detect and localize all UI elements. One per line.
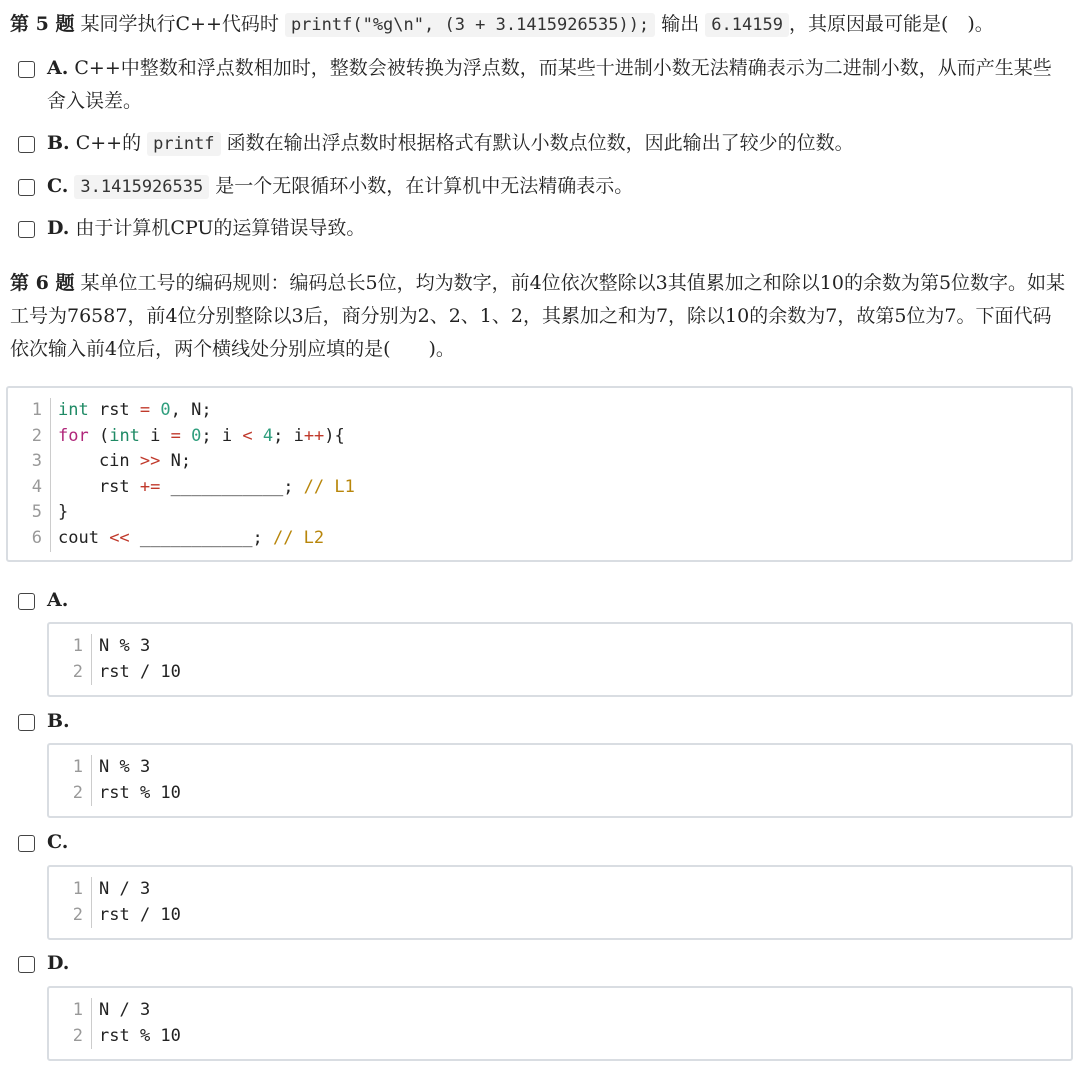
code-comment: // L1 xyxy=(303,476,355,497)
code-token: 4 xyxy=(262,425,274,446)
q6-option-c[interactable] xyxy=(18,826,1068,859)
q5-option-d[interactable] xyxy=(18,212,1068,245)
option-checkbox[interactable] xyxy=(18,221,35,238)
code-token: 0 xyxy=(191,425,202,446)
option-text: C++中整数和浮点数相加时，整数会被转换为浮点数，而某些十进制小数无法精确表示为二进制小数，从而产生某些舍入误差。 xyxy=(47,57,1052,112)
option-checkbox[interactable] xyxy=(18,136,35,153)
line-number: 1 xyxy=(49,998,92,1024)
code-token: N; xyxy=(160,451,192,472)
code-text: rst % 10 xyxy=(99,782,181,803)
code-token: for xyxy=(58,425,89,446)
code-line xyxy=(49,1024,1071,1050)
code-token: , N; xyxy=(170,400,212,420)
line-number: 3 xyxy=(8,449,51,475)
code-token xyxy=(181,426,191,446)
option-c-code-block xyxy=(47,865,1073,940)
code-line xyxy=(8,526,1071,552)
code-token: ++ xyxy=(303,425,325,446)
option-checkbox[interactable] xyxy=(18,835,35,852)
code-token: } xyxy=(58,502,69,523)
code-text: N / 3 xyxy=(99,1000,151,1020)
line-number: 1 xyxy=(49,877,92,903)
code-token: i xyxy=(139,425,171,446)
code-block xyxy=(6,386,1073,562)
code-text: N % 3 xyxy=(99,636,151,656)
line-number: 2 xyxy=(49,1024,92,1050)
option-a-code-block xyxy=(47,622,1073,697)
question-6-stem xyxy=(10,267,1070,366)
question-number: 第 5 题 xyxy=(10,13,75,35)
code-token: ( xyxy=(88,425,110,446)
line-number: 1 xyxy=(49,755,92,781)
line-number: 2 xyxy=(49,781,92,807)
code-text: rst % 10 xyxy=(99,1025,181,1046)
code-line xyxy=(49,903,1071,929)
option-letter: C. xyxy=(47,175,69,197)
line-number: 4 xyxy=(8,475,51,501)
q5-option-b[interactable] xyxy=(18,127,1068,161)
line-number: 2 xyxy=(49,903,92,929)
code-token: << xyxy=(109,527,130,548)
option-checkbox[interactable] xyxy=(18,61,35,78)
option-letter: D. xyxy=(47,952,70,974)
code-text: rst / 10 xyxy=(99,904,181,925)
code-line xyxy=(8,424,1071,450)
option-d-code-block xyxy=(47,986,1073,1061)
q5-option-a[interactable] xyxy=(18,52,1068,118)
code-token: int xyxy=(58,400,89,420)
option-checkbox[interactable] xyxy=(18,714,35,731)
code-token: = xyxy=(170,425,181,446)
option-text: 由于计算机CPU的运算错误导致。 xyxy=(75,217,366,239)
question-5-stem xyxy=(10,8,1070,42)
code-line xyxy=(8,449,1071,475)
line-number: 1 xyxy=(49,634,92,660)
option-letter: B. xyxy=(47,132,70,154)
question-number: 第 6 题 xyxy=(10,272,75,294)
code-token: int xyxy=(109,425,140,446)
code-line xyxy=(49,877,1071,903)
code-token: 0 xyxy=(160,400,171,420)
option-letter: C. xyxy=(47,831,69,853)
inline-code: printf("%g\n", (3 + 3.1415926535)); xyxy=(285,13,655,37)
q5-option-c[interactable] xyxy=(18,170,1068,204)
code-text: N / 3 xyxy=(99,879,151,899)
code-token: rst xyxy=(88,400,140,420)
code-line xyxy=(49,998,1071,1024)
code-token: ___________; xyxy=(160,476,304,497)
q6-option-b[interactable] xyxy=(18,705,1068,738)
line-number: 5 xyxy=(8,500,51,526)
code-text: rst / 10 xyxy=(99,661,181,682)
q6-option-d[interactable] xyxy=(18,947,1068,980)
code-line xyxy=(49,634,1071,660)
code-line xyxy=(8,475,1071,501)
code-token: += xyxy=(139,476,161,497)
line-number: 1 xyxy=(8,398,51,424)
stem-text: 输出 xyxy=(661,13,700,35)
option-letter: B. xyxy=(47,710,70,732)
code-token: >> xyxy=(139,451,161,472)
code-line xyxy=(49,660,1071,686)
option-text: C++的 xyxy=(75,132,142,154)
option-checkbox[interactable] xyxy=(18,179,35,196)
inline-code: 3.1415926535 xyxy=(74,175,209,199)
code-token: ; i xyxy=(201,425,243,446)
code-text: N % 3 xyxy=(99,757,151,777)
code-token: cout xyxy=(58,527,110,548)
code-token: ; i xyxy=(273,425,304,446)
code-line xyxy=(8,500,1071,526)
code-token xyxy=(150,400,160,420)
option-b-code-block xyxy=(47,743,1073,818)
line-number: 6 xyxy=(8,526,51,552)
stem-text: 某同学执行C++代码时 xyxy=(80,13,279,35)
stem-text: ，其原因最可能是( )。 xyxy=(788,13,994,35)
inline-code: printf xyxy=(147,132,220,156)
code-line xyxy=(8,398,1071,424)
code-token: ___________; xyxy=(129,527,273,548)
code-token: ){ xyxy=(324,425,345,446)
code-token xyxy=(253,426,263,446)
q6-option-a[interactable] xyxy=(18,584,1068,617)
option-letter: D. xyxy=(47,217,70,239)
code-token: cin xyxy=(58,451,140,472)
line-number: 2 xyxy=(49,660,92,686)
inline-code: 6.14159 xyxy=(705,13,789,37)
option-letter: A. xyxy=(47,57,69,79)
option-text: 是一个无限循环小数，在计算机中无法精确表示。 xyxy=(215,175,634,197)
stem-text: 某单位工号的编码规则：编码总长5位，均为数字，前4位依次整除以3其值累加之和除以10的余数为第5位数字。如某工号为76587，前4位分别整除以3后，商分别为2、2、1、2，其累加之和为7，除以10的余数为7，故第5位为7。下面代码依次输入前4位后，两个横线处分别应填的是( )。 xyxy=(10,272,1066,360)
code-token: rst xyxy=(58,476,140,497)
code-token: < xyxy=(242,425,253,446)
line-number: 2 xyxy=(8,424,51,450)
code-token: = xyxy=(139,400,151,420)
option-checkbox[interactable] xyxy=(18,956,35,973)
option-letter: A. xyxy=(47,589,69,611)
code-comment: // L2 xyxy=(272,527,325,548)
option-text: 函数在输出浮点数时根据格式有默认小数点位数，因此输出了较少的位数。 xyxy=(226,132,854,154)
code-line xyxy=(49,781,1071,807)
option-checkbox[interactable] xyxy=(18,593,35,610)
code-line xyxy=(49,755,1071,781)
